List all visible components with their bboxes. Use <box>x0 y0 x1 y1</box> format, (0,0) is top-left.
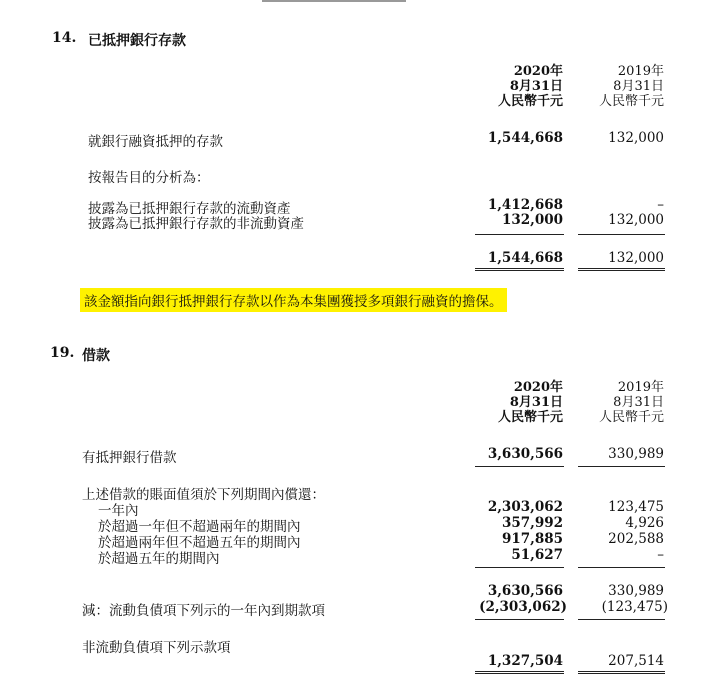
note14-total-2019: 132,000 <box>608 250 664 266</box>
note19-repay-row-2020: 357,992 <box>501 515 563 531</box>
note19-repay-row-2020: 51,627 <box>511 547 563 563</box>
note14-deposits-2019: 132,000 <box>608 130 664 146</box>
note19-final-2019: 207,514 <box>608 653 664 669</box>
note19-repay-row-label: 一年內 <box>98 503 139 519</box>
note14-total-rule-2020 <box>475 268 564 274</box>
note14-total-2020: 1,544,668 <box>487 250 563 266</box>
col-date: 8月31日 <box>509 395 563 410</box>
note19-repay-row-2019: 202,588 <box>608 531 664 547</box>
note19-final-rule-2019 <box>578 671 665 677</box>
note19-repay-row-2019: 4,926 <box>625 515 664 531</box>
note14-total-rule-2019 <box>578 268 665 274</box>
note19-less-2019: (123,475) <box>601 599 668 615</box>
note19-title: 借款 <box>82 348 110 364</box>
col-unit: 人民幣千元 <box>497 410 563 425</box>
note19-subtotal-2020: 3,630,566 <box>487 583 563 599</box>
note19-secured-rule-2019 <box>578 466 665 467</box>
note19-secured-label: 有抵押銀行借款 <box>82 450 177 466</box>
note19-repay-rule-2019 <box>578 567 665 568</box>
col-year: 2020年 <box>513 64 563 79</box>
note14-subtotal-rule-2020 <box>475 234 564 235</box>
note14-noncurrent-2020: 132,000 <box>501 212 563 228</box>
note19-repay-rule-2020 <box>475 567 564 568</box>
note19-repay-row-label: 於超過五年的期間內 <box>98 551 220 567</box>
note19-final-rule-2020 <box>475 671 564 677</box>
note19-col-2020-header <box>498 380 563 425</box>
col-unit: 人民幣千元 <box>598 410 664 425</box>
col-year: 2020年 <box>513 380 563 395</box>
note19-noncurrent-label: 非流動負債項下列示款項 <box>82 640 231 656</box>
note19-repay-row-2020: 2,303,062 <box>487 499 563 515</box>
note14-current-2020: 1,412,668 <box>487 197 563 213</box>
top-edge-mark <box>262 0 406 2</box>
note14-analysis-label: 按報告目的分析為： <box>88 170 210 186</box>
note19-repay-row-label: 於超過兩年但不超過五年的期間內 <box>98 535 301 551</box>
note19-repay-row-2020: 917,885 <box>501 531 563 547</box>
note19-less-rule-2019 <box>578 619 665 620</box>
note14-deposits-label: 就銀行融資抵押的存款 <box>88 134 223 150</box>
note14-title: 已抵押銀行存款 <box>88 33 186 49</box>
col-date: 8月31日 <box>613 395 664 410</box>
note14-col-2019-header <box>599 64 664 109</box>
note19-secured-2019: 330,989 <box>608 446 664 462</box>
col-date: 8月31日 <box>509 79 563 94</box>
note19-repay-row-label: 於超過一年但不超過兩年的期間內 <box>98 519 301 535</box>
note19-col-2019-header <box>599 380 664 425</box>
note19-repay-row-2019: – <box>657 547 664 563</box>
note14-number: 14. <box>52 30 77 46</box>
note19-secured-2020: 3,630,566 <box>487 446 563 462</box>
note19-repay-label: 上述借款的賬面值須於下列期間內償還： <box>82 487 325 503</box>
note19-number: 19. <box>50 345 75 361</box>
col-unit: 人民幣千元 <box>598 94 664 109</box>
note14-current-label: 披露為已抵押銀行存款的流動資產 <box>88 201 291 217</box>
note14-deposits-2020: 1,544,668 <box>487 130 563 146</box>
note14-noncurrent-label: 披露為已抵押銀行存款的非流動資產 <box>88 216 304 232</box>
note19-secured-rule-2020 <box>475 466 564 467</box>
note19-final-2020: 1,327,504 <box>487 653 563 669</box>
note14-highlighted-note: 該金額指向銀行抵押銀行存款以作為本集團獲授多項銀行融資的擔保。 <box>80 288 507 312</box>
note14-subtotal-rule-2019 <box>578 234 665 235</box>
col-year: 2019年 <box>617 64 664 79</box>
col-date: 8月31日 <box>613 79 664 94</box>
note19-subtotal-2019: 330,989 <box>608 583 664 599</box>
note19-less-label: 減：流動負債項下列示的一年內到期款項 <box>82 603 325 619</box>
note14-col-2020-header <box>498 64 563 109</box>
note14-noncurrent-2019: 132,000 <box>608 212 664 228</box>
note14-current-2019: – <box>657 197 664 213</box>
col-year: 2019年 <box>617 380 664 395</box>
note19-less-2020: (2,303,062) <box>479 599 567 615</box>
note19-less-rule-2020 <box>475 619 564 620</box>
note19-repay-row-2019: 123,475 <box>608 499 664 515</box>
col-unit: 人民幣千元 <box>497 94 563 109</box>
